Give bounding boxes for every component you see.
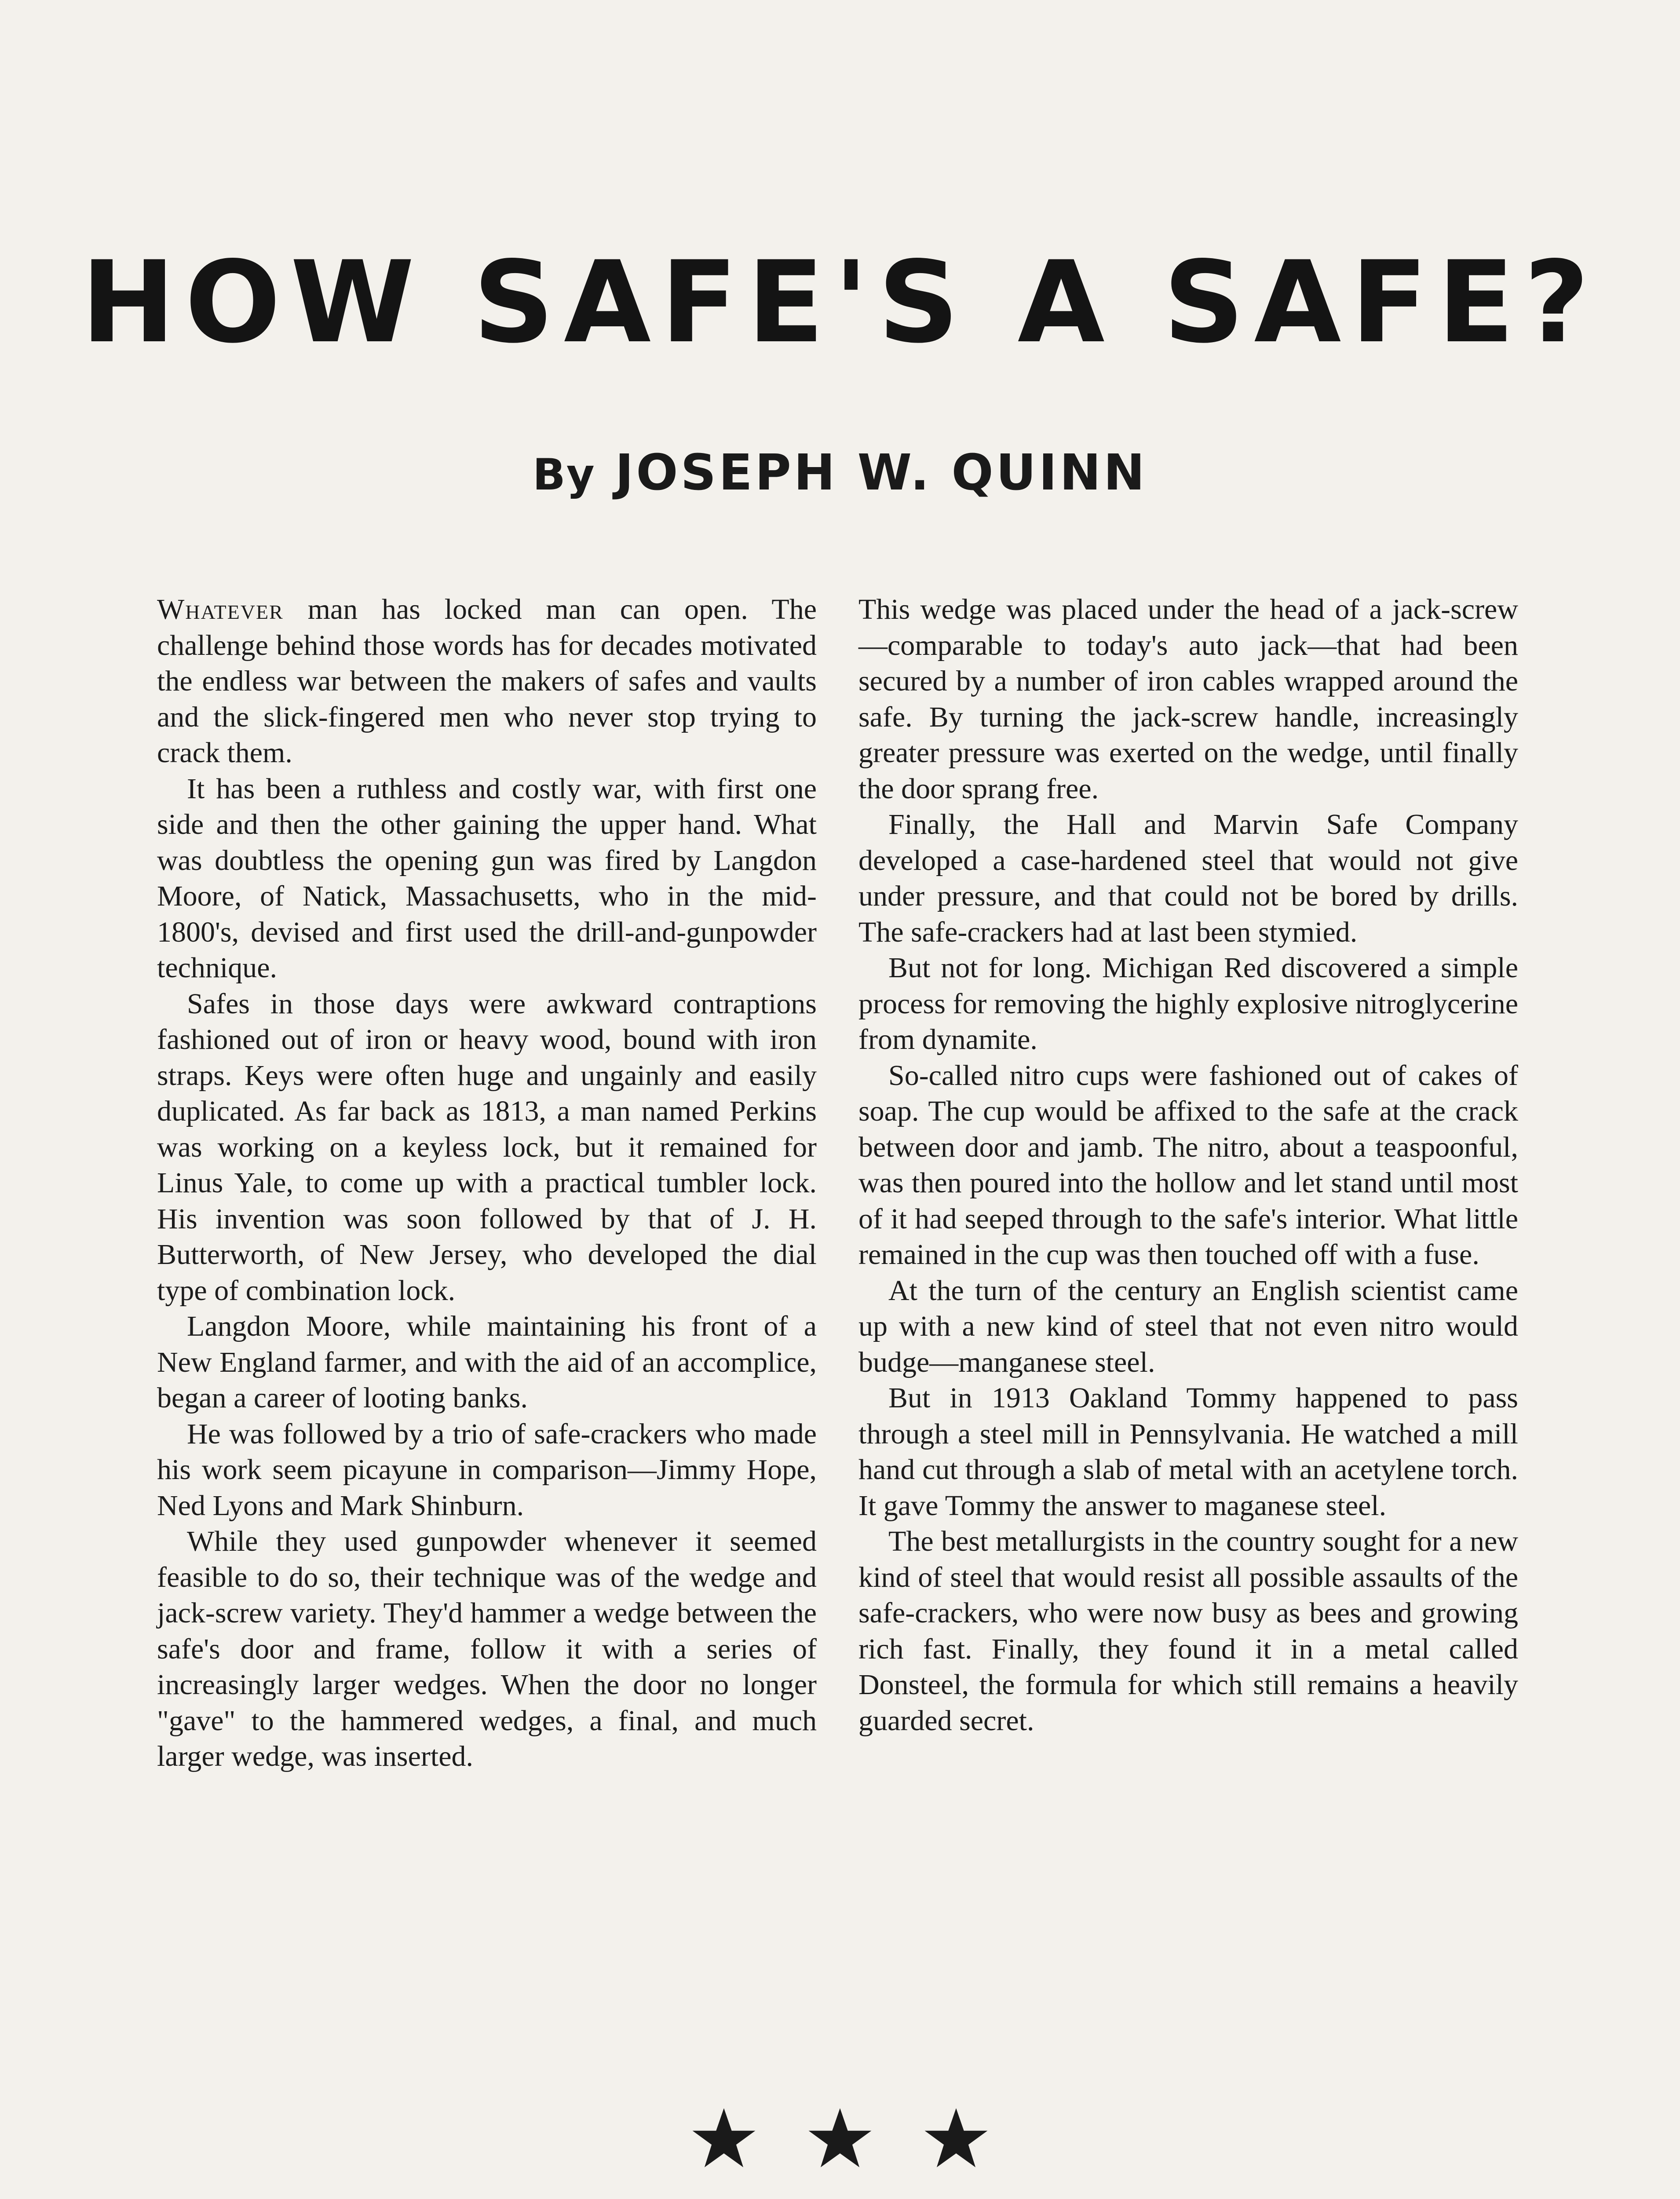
paragraph: He was followed by a trio of safe-crackers who made his work seem picayune in comparison—Jimmy Hope, Ned Lyons and Mark Shinburn. bbox=[157, 1417, 817, 1522]
paragraph: But not for long. Michigan Red discovered a simple process for removing the highly explosive nitroglycerine from dynamite. bbox=[858, 952, 1518, 1056]
paragraph: While they used gunpowder whenever it seemed feasible to do so, their technique was of the wedge and jack-screw variety. They'd hammer a wedge between the safe's door and frame, follow it with a series of increasingly larger wedges. When the door no longer "gave" to the hammered wedges, a final, and much larger wedge, was inserted. bbox=[157, 1525, 817, 1772]
byline-author: JOSEPH W. QUINN bbox=[615, 444, 1147, 501]
paragraph: The best metallurgists in the country sought for a new kind of steel that would resist all possible assaults of the safe-crackers, who were now busy as bees and growing rich fast. Finally, they found it in a metal called Donsteel, the formula for which still remains a heavily guarded secret. bbox=[858, 1525, 1518, 1737]
text-column-right bbox=[858, 592, 1518, 1739]
section-end-ornament bbox=[0, 2107, 1680, 2173]
article-title: HOW SAFE'S A SAFE? bbox=[81, 237, 1599, 368]
paragraph: Finally, the Hall and Marvin Safe Company developed a case-hardened steel that would not give under pressure, and that could not be bored by drills. The safe-crackers had at last been stymied. bbox=[858, 808, 1518, 948]
paragraph: It has been a ruthless and costly war, with first one side and then the other gaining the upper hand. What was doubtless the opening gun was fired by Langdon Moore, of Natick, Massachusetts, who in the mid-1800's, devised and first used the drill-and-gunpowder technique. bbox=[157, 772, 817, 984]
byline bbox=[0, 444, 1680, 501]
star-icon bbox=[807, 2107, 873, 2173]
paragraph: At the turn of the century an English scientist came up with a new kind of steel that not even nitro would budge—manganese steel. bbox=[858, 1274, 1518, 1378]
paragraph bbox=[157, 592, 817, 771]
paragraph-text: man has locked man can open. The challenge behind those words has for decades motivated the endless war between the makers of safes and vaults and the slick-fingered men who never stop trying to crack them. bbox=[157, 593, 817, 769]
paragraph: So-called nitro cups were fashioned out of cakes of soap. The cup would be affixed to the safe at the crack between door and jamb. The nitro, about a teaspoonful, was then poured into the hollow and let stand until most of it had seeped through to the safe's interior. What little remained in the cup was then touched off with a fuse. bbox=[858, 1059, 1518, 1271]
star-icon bbox=[691, 2107, 757, 2173]
lead-word: Whatever bbox=[157, 593, 284, 625]
byline-prefix: By bbox=[533, 450, 595, 500]
paragraph: Safes in those days were awkward contraptions fashioned out of iron or heavy wood, bound with iron straps. Keys were often huge and ungainly and easily duplicated. As far back as 1813, a man named Perkins was working on a keyless lock, but it remained for Linus Yale, to come up with a practical tumbler lock. His invention was soon followed by that of J. H. Butterworth, of New Jersey, who developed the dial type of combination lock. bbox=[157, 987, 817, 1307]
star-icon bbox=[923, 2107, 989, 2173]
paragraph: This wedge was placed under the head of a jack-screw—comparable to today's auto jack—that had been secured by a number of iron cables wrapped around the safe. By turning the jack-screw handle, increasingly greater pressure was exerted on the wedge, until finally the door sprang free. bbox=[858, 593, 1518, 805]
paragraph: But in 1913 Oakland Tommy happened to pass through a steel mill in Pennsylvania. He watched a mill hand cut through a slab of metal with an acetylene torch. It gave Tommy the answer to maganese steel. bbox=[858, 1382, 1518, 1522]
paragraph: Langdon Moore, while maintaining his front of a New England farmer, and with the aid of an accomplice, began a career of looting banks. bbox=[157, 1310, 817, 1414]
text-column-left bbox=[157, 592, 817, 1775]
